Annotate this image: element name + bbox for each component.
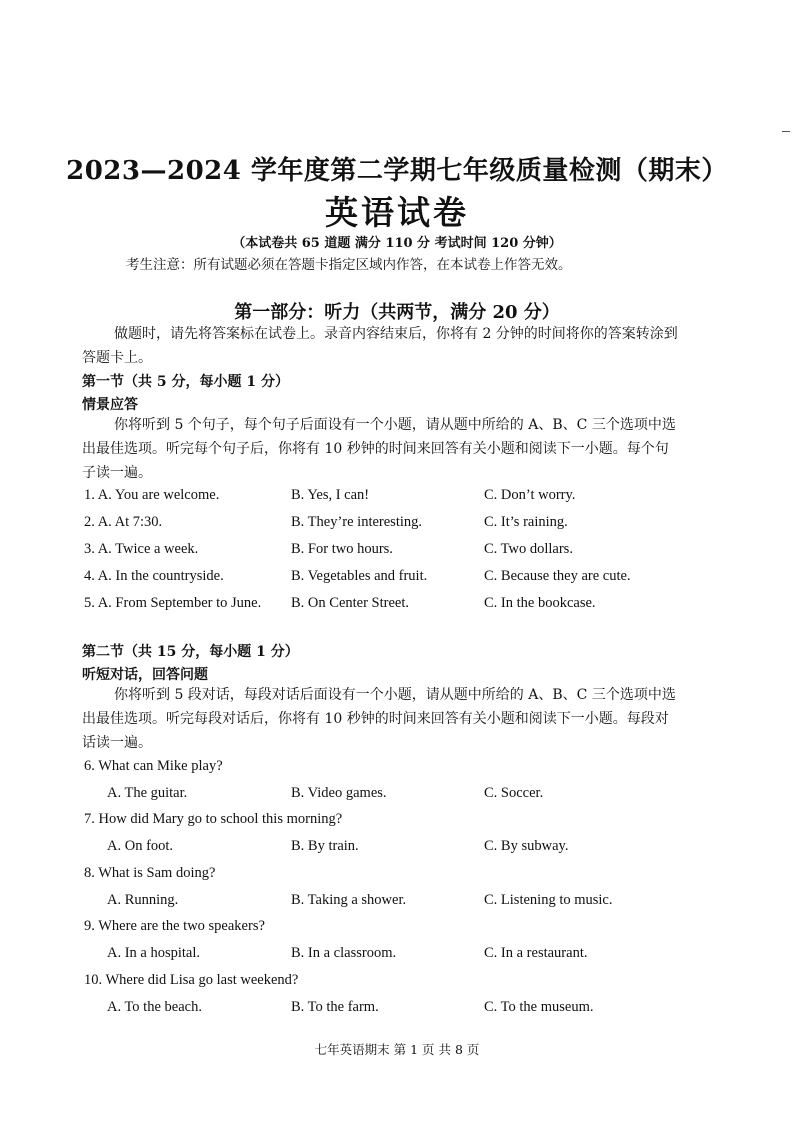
question-9-option-c: C. In a restaurant. <box>484 945 588 961</box>
question-9-option-a: A. In a hospital. <box>107 945 201 961</box>
section1-heading: 第一节（共 5 分，每小题 1 分） <box>82 374 289 390</box>
item-2-option-b: B. They’re interesting. <box>291 514 423 530</box>
part1-instruction: 做题时，请先将答案标在试卷上。录音内容结束后，你将有 2 分钟的时间将你的答案转涂到答题卡上。 <box>82 326 678 366</box>
item-3-option-a: 3. A. Twice a week. <box>84 541 199 557</box>
question-10-option-c: C. To the museum. <box>484 999 594 1015</box>
item-5-option-c: C. In the bookcase. <box>484 595 596 611</box>
section2-heading: 第二节（共 15 分，每小题 1 分） <box>82 644 299 660</box>
question-7-option-b: B. By train. <box>291 838 359 854</box>
question-8-option-b: B. Taking a shower. <box>291 892 407 908</box>
question-10-option-b: B. To the farm. <box>291 999 379 1015</box>
question-8: 8. What is Sam doing? <box>84 865 216 881</box>
question-6-option-c: C. Soccer. <box>484 785 544 801</box>
item-1-option-b: B. Yes, I can! <box>291 487 370 503</box>
question-7-option-a: A. On foot. <box>107 838 174 854</box>
item-4-option-b: B. Vegetables and fruit. <box>291 568 428 584</box>
question-10: 10. Where did Lisa go last weekend? <box>84 972 299 988</box>
item-1-option-c: C. Don’t worry. <box>484 487 576 503</box>
item-2-option-a: 2. A. At 7:30. <box>84 514 163 530</box>
page-footer: 七年英语期末 第 1 页 共 8 页 <box>314 1042 480 1057</box>
part1-heading: 第一部分：听力（共两节，满分 20 分） <box>234 302 560 323</box>
item-4-option-c: C. Because they are cute. <box>484 568 631 584</box>
scan-mark <box>782 131 790 132</box>
item-3-option-b: B. For two hours. <box>291 541 393 557</box>
item-3-option-c: C. Two dollars. <box>484 541 573 557</box>
question-9: 9. Where are the two speakers? <box>84 918 265 934</box>
section2-instruction: 你将听到 5 段对话，每段对话后面设有一个小题，请从题中所给的 A、B、C 三个选项中选出最佳选项。听完每段对话后，你将有 10 秒钟的时间来回答有关小题和阅读下一小题。每段对话读一遍。 <box>82 687 676 751</box>
item-2-option-c: C. It’s raining. <box>484 514 568 530</box>
question-8-option-c: C. Listening to music. <box>484 892 613 908</box>
exam-meta: （本试卷共 65 道题 满分 110 分 考试时间 120 分钟） <box>232 236 562 251</box>
question-6-option-a: A. The guitar. <box>107 785 188 801</box>
item-4-option-a: 4. A. In the countryside. <box>84 568 224 584</box>
section1-instruction: 你将听到 5 个句子，每个句子后面设有一个小题，请从题中所给的 A、B、C 三个选项中选出最佳选项。听完每个句子后，你将有 10 秒钟的时间来回答有关小题和阅读下一小题。每个句子读一遍。 <box>82 417 676 481</box>
item-5-option-b: B. On Center Street. <box>291 595 409 611</box>
item-5-option-a: 5. A. From September to June. <box>84 595 262 611</box>
question-7-option-c: C. By subway. <box>484 838 569 854</box>
exam-subject: 英语试卷 <box>325 193 469 232</box>
question-7: 7. How did Mary go to school this morning? <box>84 811 343 827</box>
question-6: 6. What can Mike play? <box>84 758 223 774</box>
question-6-option-b: B. Video games. <box>291 785 387 801</box>
question-10-option-a: A. To the beach. <box>107 999 202 1015</box>
question-8-option-a: A. Running. <box>107 892 179 908</box>
question-9-option-b: B. In a classroom. <box>291 945 397 961</box>
section2-subheading: 听短对话，回答问题 <box>82 667 208 683</box>
exam-notice: 考生注意：所有试题必须在答题卡指定区域内作答，在本试卷上作答无效。 <box>126 257 572 273</box>
section1-subheading: 情景应答 <box>82 397 138 413</box>
item-1-option-a: 1. A. You are welcome. <box>84 487 220 503</box>
exam-title: 2023—2024 学年度第二学期七年级质量检测（期末） <box>66 156 728 186</box>
